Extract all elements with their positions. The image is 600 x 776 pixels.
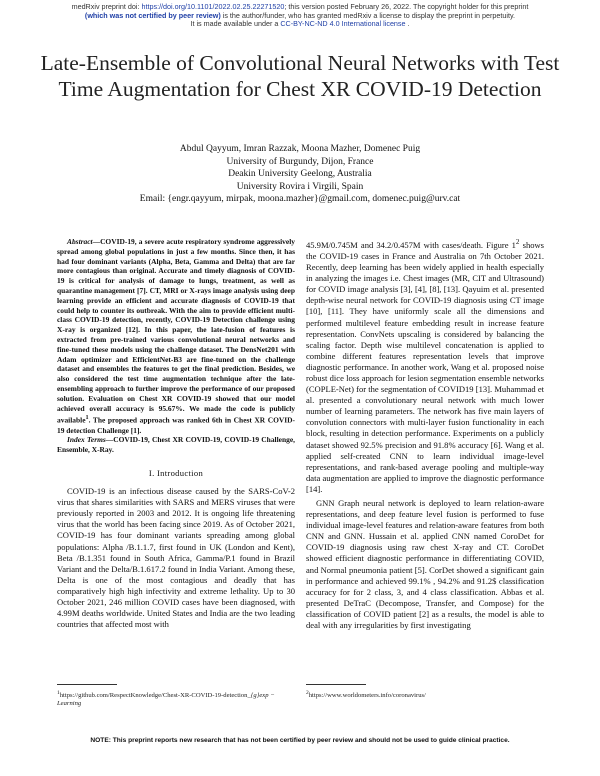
preprint-footer-note: NOTE: This preprint reports new research that has not been certified by peer review and should not be used to guide clinical practice. (90, 737, 510, 744)
affiliation-1: University of Burgundy, Dijon, France (226, 156, 374, 167)
right-column (306, 237, 544, 631)
footnote-right-link[interactable]: https://www.worldometers.info/coronavirus/ (308, 692, 426, 700)
paper-title: Late-Ensemble of Convolutional Neural Networks with Test Time Augmentation for Chest XR COVID-19 Detection (40, 51, 560, 101)
footnote-left-math: _{g}exp − Learning (57, 692, 275, 708)
index-terms-text: —COVID-19, Chest XR COVID-19, COVID-19 Challenge, Ensemble, X-Ray. (57, 435, 295, 455)
footnote-left-mark: 1 (57, 690, 60, 696)
author-emails: Email: {engr.qayyum, mirpak, moona.mazher}@gmail.com, domenec.puig@urv.cat (139, 194, 461, 205)
footnote-left (57, 689, 295, 709)
footnote-right (306, 689, 544, 700)
index-terms-label: Index Terms (67, 435, 106, 445)
figure-footnote-mark: 2 (515, 238, 520, 246)
abstract-label: Abstract (67, 237, 93, 246)
right-paragraph-1-start: 45.9M/0.745M and 34.2/0.457M with cases/death. Figure 1 (306, 239, 516, 250)
license-link[interactable]: CC-BY-NC-ND 4.0 International license (280, 19, 406, 29)
header-line-3 (0, 20, 600, 29)
affiliation-3: University Rovira i Virgili, Spain (236, 181, 364, 192)
left-column (57, 237, 295, 630)
header-line3-text: It is made available under a (190, 19, 281, 29)
footnote-right-mark: 2 (306, 690, 309, 696)
right-paragraph-1: shows the COVID-19 cases in France and Australia on 7th October 2021. Recently, deep learning has been widely applied in health especially in analyzing the images i.e. Chest images (MR, CIT and Ultrasound) for COVID image analysis [3], [4], [8], [13]. Qayuim et al. presented depth-wise neural network for COVID-19 diagnosis using CT image [10], [11]. They have uniformly scale all the dimensions and performed multilevel feature embedding result in increase feature representation. ConvNets upscaling is considered by balancing the scaling factor. Depth wise multilevel concatenation is applied to combine different features representation levels that improve diagnostic performance. In another work, Wang et al. proposed noise robust dice loss approach for lesion segmentation ensemble networks (COPLE-Net) for the segmentation of COVID19 [13]. Muhammad et al. presented a convolutionary neural network with much lower number of learning parameters. The network has five main layers of convolution connectors with multi-layer fusion functionality in each block, resulting in detection performance. Experiments on a publicly dataset showed 92.5% precision and 91.8% accuracy [6]. Wang et al. applied self-created CNN to learn individual image-level representations, and rank-based average pooling and multiple-way data augmentation are applied to improve the diagnostic performance [14]. (306, 239, 544, 494)
footnote-rule-left (57, 684, 117, 685)
header-bold-note: (which was not certified by peer review) (84, 10, 221, 20)
footnote-rule-right (306, 684, 366, 685)
abstract-footnote-mark: 1 (85, 414, 89, 422)
affiliation-2: Deakin University Geelong, Australia (228, 169, 372, 180)
header-text: medRxiv preprint doi: (71, 2, 142, 11)
right-paragraph-2: GNN Graph neural network is deployed to learn relation-aware representations, and deep feature level fusion is performed to fuse individual image-level features and relation-aware features from both CNN and GNN. Hussain et al. applied CNN named CoroDet for COVID-19 diagnosis using raw chest X-ray and CT. CoroDet showed efficient diagnostic performance in differentiating COVID, and Normal pneumonia patient [5]. CorDet showed a significant gain in performance and achieved 99.1% , 94.2% and 91.2$ classification accuracy for for 2 class, 3, and 4 class classification. Abbas et al. presented DeTraC (Decompose, Transfer, and Compose) for the classification of COVID patient [2] as a results, the model is able to deal with any irregularities by first investigating (306, 498, 544, 631)
header-line2-text: is the author/funder, who has granted medRxiv a license to display the preprint in perpetuity. (220, 10, 516, 20)
doi-link[interactable]: https://doi.org/10.1101/2022.02.25.22271520 (141, 2, 285, 11)
header-text-rest: ; this version posted February 26, 2022. The copyright holder for this preprint (284, 2, 529, 11)
intro-paragraph-1: COVID-19 is an infectious disease caused by the SARS-CoV-2 virus that shares similarities with SARS and MERS viruses that were previously reported in 2003 and 2012. It is ongoing life threatening virus that the world has been facing since 2019. As of October 2021, COVID-19 has four dominant variants spreading among global populations: Alpha /B.1.1.7, first found in UK (London and Kent), Beta /B.1.351 found in South Africa, Gamma/P.1 found in Brazil Variant and the Delta/B.1.617.2 found in India Variant. Among these, Delta is one of the most contagious and deadly that has comparatively high high infectivity and extreme lethality. Up to 30 October 2021, 246 million COVID cases have been diagnosed, with 4.99M deaths worldwide. United States and India are the two leading countries that affected most with (57, 486, 295, 630)
abstract-text-end: . The proposed approach was ranked 6th in Chest XR COVID-19 detection Challenge [1]. (57, 415, 295, 435)
footnote-left-link[interactable]: https://github.com/RespectKnowledge/Chest-XR-COVID-19-detection (59, 692, 248, 700)
preprint-header (0, 3, 600, 29)
header-line3-end: . (405, 19, 410, 29)
index-terms (57, 435, 295, 455)
abstract (57, 237, 295, 435)
section-heading-introduction: I. Introduction (148, 468, 204, 479)
abstract-text: —COVID-19, a severe acute respiratory syndrome aggressively spread among global populations in just a few months. Since then, it has had four dominant variants (Alpha, Beta, Gamma and Delta) that are far more contagious than original. Accurate and timely diagnosis of COVID-19 is critical for analysis of damage to lungs, treatment, as well as quarantine management [7]. CT, MRI or X-rays image analysis using deep learning provide an efficient and accurate diagnosis of COVID-19 that could help to counter its outbreak. With the aim to provide efficient multi-class COVID-19 detection, recently, COVID-19 Detection challenge using X-ray is organized [12]. In this paper, the late-fusion of features is extracted from pre-trained various convolutional neural networks and fine-tuned these models using the challenge dataset. The DensNet201 with Adam optimizer and EfficientNet-B3 are fine-tuned on the challenge dataset and ensembles the features to get the final prediction. Besides, we also considered the test time augmentation technique after the late-ensembling approach to further improve the performance of our proposed solution. Evaluation on Chest XR COVID-19 showed that our model achieved overall accuracy is 95.67%. We made the code is publicly available (57, 237, 295, 425)
author-block (60, 143, 540, 206)
author-names: Abdul Qayyum, Imran Razzak, Moona Mazher, Domenec Puig (179, 144, 421, 154)
